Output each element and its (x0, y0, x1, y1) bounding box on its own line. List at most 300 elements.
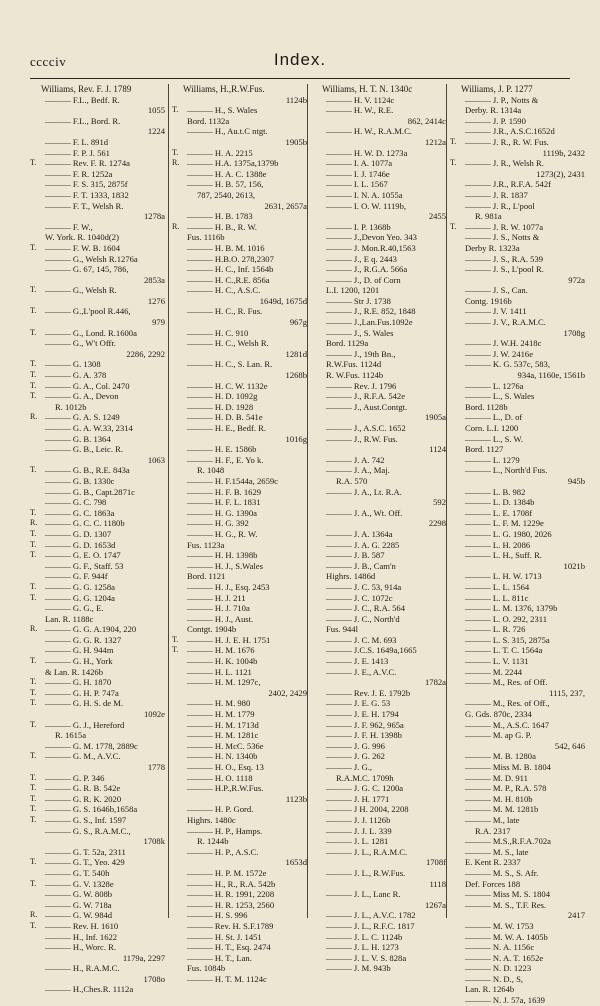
entry-text: ——— J. L., R.F.C. 1817 (326, 920, 415, 931)
entry-text: ——— H. W., R.A.M.C. (326, 126, 412, 137)
entry-text: Bord. 1132a (187, 115, 230, 126)
entry-text: ——— N. J. 57a, 1639 (465, 995, 545, 1006)
index-entry (450, 773, 585, 784)
entry-text: ——— Str J. 1738 (326, 295, 391, 306)
index-entry (30, 444, 165, 455)
entry-text: ——— J. P., Notts & (465, 94, 539, 105)
index-entry (30, 921, 165, 932)
index-entry (311, 497, 446, 508)
index-entry (172, 359, 307, 370)
entry-marker: T. (172, 105, 179, 115)
index-entry (311, 624, 446, 635)
index-entry (30, 815, 165, 826)
entry-text: 1179a, 2297 (122, 952, 165, 963)
entry-text: ——— I. P. 1368b (326, 221, 391, 232)
entry-text: ——— H. P., A.S.C. (187, 846, 259, 857)
index-entry (172, 730, 307, 741)
entry-marker: T. (30, 804, 37, 814)
index-entry (172, 84, 307, 95)
index-entry (311, 105, 446, 116)
entry-text: ——— J. P. 1590 (465, 115, 526, 126)
index-entry (311, 201, 446, 212)
index-entry (450, 179, 585, 190)
entry-text: ——— H. M. 1779 (187, 709, 255, 720)
index-entry (172, 381, 307, 392)
index-entry (30, 836, 165, 847)
entry-text: ——— F. S. 315, 2875f (45, 179, 128, 190)
entry-marker: T. (30, 793, 37, 803)
index-entry (172, 540, 307, 551)
entry-text: ——— J. A., Maj. (326, 465, 390, 476)
index-entry (172, 561, 307, 572)
entry-text: ——— M. H. 810b (465, 793, 533, 804)
index-entry (311, 285, 446, 296)
index-entry (450, 836, 585, 847)
entry-text: R.A. 570 (336, 475, 368, 486)
index-entry (30, 720, 165, 731)
entry-text: ——— H., S. Wales (187, 105, 258, 116)
index-entry (311, 656, 446, 667)
index-entry (172, 942, 307, 953)
entry-text: 2286, 2292 (126, 348, 165, 359)
index-entry (172, 667, 307, 678)
entry-text: ——— J. G. 996 (326, 740, 385, 751)
entry-text: ——— J. E., A.V.C. (326, 666, 397, 677)
entry-text: ——— J. G., (326, 762, 373, 772)
entry-text: ——— G.,L'pool R.446, (45, 306, 131, 317)
entry-text: 1708g (563, 327, 585, 338)
index-entry (450, 148, 585, 159)
entry-text: ——— L. S. 315, 2875a (465, 634, 550, 645)
entry-text: ——— G. M., A.V.C. (45, 751, 121, 762)
index-entry (450, 105, 585, 116)
entry-text: ——— N. D. 1223 (465, 963, 532, 974)
entry-text: ——— L. H., Suff. R. (465, 550, 542, 561)
index-entry (311, 720, 446, 731)
index-entry (311, 370, 446, 381)
entry-text: ——— F.L., Bord. R. (45, 115, 121, 126)
index-entry (311, 95, 446, 106)
index-entry (30, 889, 165, 900)
index-entry (172, 264, 307, 275)
index-entry (311, 932, 446, 943)
entry-text: 1708f (425, 857, 446, 868)
index-entry (311, 698, 446, 709)
index-entry (30, 963, 165, 974)
index-entry (450, 709, 585, 720)
index-entry (450, 963, 585, 974)
index-entry (311, 794, 446, 805)
index-entry (30, 222, 165, 233)
entry-text: ——— L. R. 726 (465, 624, 526, 635)
index-entry (450, 677, 585, 688)
page-title: Index. (273, 50, 327, 69)
entry-text: ——— M. D. 911 (465, 772, 528, 783)
index-column-4 (446, 84, 585, 1006)
entry-marker: T. (30, 242, 37, 252)
index-entry (30, 826, 165, 837)
entry-text: ——— M. B. 1280a (465, 751, 536, 762)
index-entry (172, 603, 307, 614)
index-entry (311, 762, 446, 773)
entry-marker: T. (450, 158, 457, 168)
index-entry (172, 148, 307, 159)
entry-text: ——— J. R., R. W. Fus. (465, 136, 549, 147)
index-entry (311, 84, 446, 95)
entry-text: Highrs. 1480c (187, 814, 236, 825)
entry-text: ——— I. N. A. 1055a (326, 189, 403, 200)
index-entry (30, 455, 165, 466)
index-entry (172, 465, 307, 476)
entry-text: ——— H. F. B. 1629 (187, 486, 262, 497)
entry-text: ——— G. J., Hereford (45, 719, 125, 730)
index-entry (172, 656, 307, 667)
index-entry (172, 508, 307, 519)
entry-text: ——— M. ap G. P. (465, 730, 532, 741)
index-entry (450, 529, 585, 540)
entry-text: ——— J. L., R.A.M.C. (326, 846, 408, 857)
index-entry (450, 349, 585, 360)
index-entry (172, 857, 307, 868)
entry-text: 2402, 2429 (268, 687, 307, 698)
index-entry (30, 561, 165, 572)
entry-text: 1281d (285, 348, 307, 359)
index-entry (30, 847, 165, 858)
entry-text: ——— H. S. 996 (187, 910, 248, 921)
index-entry (311, 476, 446, 487)
index-entry (311, 571, 446, 582)
entry-text: ——— J., R.F.A. 542e (326, 391, 406, 402)
index-entry (311, 243, 446, 254)
index-entry (30, 306, 165, 317)
entry-text: 1778 (147, 762, 165, 772)
entry-text: ——— H. P., Hamps. (187, 825, 263, 836)
index-entry (30, 391, 165, 402)
entry-text: 1016g (285, 433, 307, 444)
index-entry (172, 815, 307, 826)
index-entry (172, 879, 307, 890)
entry-text: ——— J. A. 742 (326, 454, 385, 465)
entry-text: ——— H. B., R. W. (187, 221, 257, 232)
entry-marker: T. (450, 221, 457, 231)
index-entry (172, 582, 307, 593)
entry-text: Fus. 1116b (187, 232, 225, 243)
index-entry (30, 783, 165, 794)
entry-text: R. 1012b (55, 401, 87, 412)
index-entry (450, 826, 585, 837)
index-entry (172, 614, 307, 625)
index-entry (172, 900, 307, 911)
index-entry (172, 751, 307, 762)
index-entry (311, 434, 446, 445)
index-entry (30, 84, 165, 95)
entry-text: ——— G. V. 1328e (45, 878, 114, 889)
index-entry (311, 317, 446, 328)
index-entry (450, 402, 585, 413)
entry-text: ——— J. S., Can. (465, 285, 528, 296)
index-entry (30, 550, 165, 561)
entry-text: Williams, Rev. F. J. 1789 (41, 84, 132, 94)
index-entry (30, 158, 165, 169)
index-entry (172, 762, 307, 773)
entry-text: W. York. R. 1040d(2) (45, 232, 119, 243)
entry-text: ——— M. S., S. Afr. (465, 867, 539, 878)
index-entry (172, 709, 307, 720)
index-entry (450, 698, 585, 709)
index-entry (172, 211, 307, 222)
entry-text: ——— J. L. H. 1273 (326, 942, 399, 953)
index-entry (450, 487, 585, 498)
index-entry (450, 593, 585, 604)
entry-text: ——— H. G., R. W. (187, 528, 258, 539)
entry-text: ——— L., North'd Fus. (465, 465, 548, 476)
entry-text: ——— J. S., R.A. 539 (465, 253, 544, 264)
entry-text: Fus. 1084b (187, 963, 226, 974)
index-entry (172, 921, 307, 932)
index-entry (450, 603, 585, 614)
entry-text: ——— G. T. 540h (45, 867, 110, 878)
entry-text: ——— H. M. 980 (187, 698, 251, 709)
index-entry (172, 116, 307, 127)
index-entry (30, 95, 165, 106)
index-entry (30, 794, 165, 805)
entry-marker: T. (30, 698, 37, 708)
index-entry (311, 826, 446, 837)
index-entry (450, 751, 585, 762)
entry-text: ——— L. M. 1376, 1379b (465, 603, 558, 614)
entry-text: ——— H. M. 1297c, (187, 677, 261, 688)
entry-text: ——— H. M. 1713d (187, 719, 259, 730)
entry-text: ——— J. C., R.A. 564 (326, 603, 406, 614)
entry-text: ——— G. M. 1778, 2889c (45, 740, 138, 751)
entry-marker: T. (30, 878, 37, 888)
index-entry (450, 804, 585, 815)
entry-text: ——— H. V. 1124c (326, 94, 395, 105)
index-entry (30, 730, 165, 741)
entry-text: L.I. 1200, 1201 (326, 285, 380, 296)
index-entry (172, 624, 307, 635)
entry-text: ——— N. D., S, (465, 973, 524, 984)
index-entry (311, 190, 446, 201)
index-entry (450, 508, 585, 519)
entry-text: ——— G. A. 378 (45, 370, 107, 381)
index-entry (450, 783, 585, 794)
index-entry (450, 190, 585, 201)
entry-text: 1092e (143, 709, 165, 720)
entry-text: 934a, 1160e, 1561b (517, 370, 585, 381)
entry-text: 1276 (147, 295, 165, 306)
index-entry (172, 190, 307, 201)
entry-text: ——— M. P., R.A. 578 (465, 783, 547, 794)
entry-marker: T. (172, 634, 179, 644)
entry-text: Contg. 1916b (465, 295, 512, 306)
index-entry (30, 508, 165, 519)
entry-text: ——— G. G. 1204a (45, 592, 115, 603)
entry-text: ——— H. C. 910 (187, 327, 249, 338)
entry-text: Williams, H. T. N. 1340c (322, 84, 413, 94)
index-entry (30, 402, 165, 413)
entry-text: ——— J. L., Lanc R. (326, 889, 401, 900)
entry-text: ——— G. H. 944m (45, 645, 114, 656)
entry-marker: T. (30, 677, 37, 687)
index-entry (311, 741, 446, 752)
index-entry (172, 804, 307, 815)
entry-text: ——— K. G. 537c, 583, (465, 359, 550, 370)
index-entry (311, 815, 446, 826)
entry-text: ——— G. E. O. 1747 (45, 550, 121, 561)
entry-text: ——— H. A. 2215 (187, 147, 253, 158)
index-entry (172, 423, 307, 434)
index-entry (450, 518, 585, 529)
entry-marker: T. (30, 306, 37, 316)
entry-text: ——— G. A., Devon (45, 391, 119, 402)
index-entry (30, 317, 165, 328)
entry-text: ——— Miss M. S. 1804 (465, 889, 550, 900)
index-entry (450, 116, 585, 127)
index-entry (450, 857, 585, 868)
entry-text: ——— H. J. 710a (187, 603, 250, 614)
entry-text: G. Gds. 870c, 2334 (465, 709, 532, 720)
index-entry (450, 645, 585, 656)
entry-text: R.A.M.C. 1709h (336, 772, 394, 783)
entry-marker: T. (30, 370, 37, 380)
entry-marker: T. (30, 465, 37, 475)
entry-text: Bord. 1128b (465, 401, 508, 412)
entry-text: ——— J.R., R.F.A. 542f (465, 179, 551, 190)
entry-text: 1124b (285, 94, 307, 105)
index-entry (30, 328, 165, 339)
page-number: cccciv (30, 54, 67, 69)
index-entry (450, 201, 585, 212)
index-entry (30, 275, 165, 286)
entry-text: 1124 (429, 444, 446, 455)
entry-text: ——— G. S., R.A.M.C., (45, 825, 131, 836)
index-entry (450, 582, 585, 593)
entry-text: ——— G., W't Offr. (45, 338, 116, 349)
index-entry (311, 550, 446, 561)
index-entry (30, 582, 165, 593)
index-entry (30, 296, 165, 307)
index-entry (172, 243, 307, 254)
entry-text: ——— H. N. 1340b (187, 751, 258, 762)
entry-text: ——— J. E. H. 1794 (326, 709, 399, 720)
index-column-3 (307, 84, 446, 974)
entry-text: ——— J. V. 1411 (465, 306, 527, 317)
entry-text: ——— L. G. 1980, 2026 (465, 528, 552, 539)
index-entry (311, 338, 446, 349)
entry-text: ——— G. 67, 145, 786, (45, 264, 129, 275)
entry-text: ——— M., Res. of Off. (465, 677, 548, 688)
index-entry (450, 741, 585, 752)
index-entry (450, 158, 585, 169)
entry-text: ——— H. T., Esq. 2474 (187, 942, 271, 953)
entry-text: ——— J. B. 587 (326, 550, 385, 561)
index-entry (30, 698, 165, 709)
index-entry (172, 254, 307, 265)
entry-text: ——— J., S. Wales (326, 327, 394, 338)
entry-text: ——— H. W. D. 1273a (326, 147, 408, 158)
entry-text: ——— I. J. 1746e (326, 168, 390, 179)
entry-text: ——— H. F., E. Yo k. (187, 454, 264, 465)
index-entry (172, 688, 307, 699)
entry-marker: R. (30, 910, 38, 920)
entry-marker: T. (30, 920, 37, 930)
index-entry (30, 338, 165, 349)
entry-text: ——— J. L., A.V.C. 1782 (326, 910, 416, 921)
entry-text: ——— J., D. of Corn (326, 274, 401, 285)
entry-text: ——— J. W.H. 2418c (465, 338, 542, 349)
entry-text: ——— I. A. 1077a (326, 158, 393, 169)
index-entry (172, 868, 307, 879)
entry-text: 1212a (424, 136, 446, 147)
index-entry (450, 688, 585, 699)
index-entry (30, 518, 165, 529)
entry-marker: T. (172, 147, 179, 157)
entry-text: E. Kent R. 2337 (465, 857, 521, 868)
entry-text: ——— H.,Ches.R. 1112a (45, 984, 134, 995)
index-entry (311, 254, 446, 265)
index-entry (450, 879, 585, 890)
entry-text: ——— H., Worc. R. (45, 942, 116, 953)
index-entry (311, 148, 446, 159)
index-entry (30, 381, 165, 392)
entry-text: ——— H.A. 1375a,1379b (187, 158, 279, 169)
index-entry (450, 614, 585, 625)
index-entry (172, 910, 307, 921)
entry-text: 1123b (285, 793, 307, 804)
entry-text: ——— H. St. J. 1451 (187, 931, 262, 942)
entry-text: ——— L. F. M. 1229e (465, 518, 544, 529)
index-entry (30, 762, 165, 773)
index-entry (172, 275, 307, 286)
index-entry (311, 487, 446, 498)
index-entry (311, 137, 446, 148)
entry-text: ——— H. G. 1390a (187, 507, 257, 518)
index-entry (172, 137, 307, 148)
index-entry (30, 169, 165, 180)
entry-marker: T. (30, 507, 37, 517)
entry-text: ——— J. S., L'pool R. (465, 264, 544, 275)
entry-marker: T. (30, 592, 37, 602)
entry-text: 1118 (429, 878, 446, 889)
entry-text: ——— L. 1279 (465, 454, 520, 465)
index-entry (450, 232, 585, 243)
entry-marker: T. (30, 359, 37, 369)
index-entry (311, 402, 446, 413)
index-entry (450, 656, 585, 667)
entry-text: 592 (433, 497, 446, 508)
index-entry (172, 179, 307, 190)
index-entry (30, 487, 165, 498)
index-entry (311, 423, 446, 434)
index-entry (311, 836, 446, 847)
entry-text: ——— H. R. 1991, 2208 (187, 889, 275, 900)
index-entry (30, 645, 165, 656)
index-entry (30, 264, 165, 275)
entry-text: 1115, 237, (549, 687, 585, 698)
index-entry (30, 624, 165, 635)
index-entry (450, 932, 585, 943)
index-entry (450, 921, 585, 932)
index-columns (30, 84, 585, 1006)
index-entry (450, 720, 585, 731)
index-entry (450, 667, 585, 678)
index-entry (311, 677, 446, 688)
entry-text: ——— I. L. 1567 (326, 179, 388, 190)
entry-text: ——— J. V., R.A.M.C. (465, 317, 546, 328)
entry-text: ——— Rev. J. 1796 (326, 380, 397, 391)
index-entry (30, 105, 165, 116)
